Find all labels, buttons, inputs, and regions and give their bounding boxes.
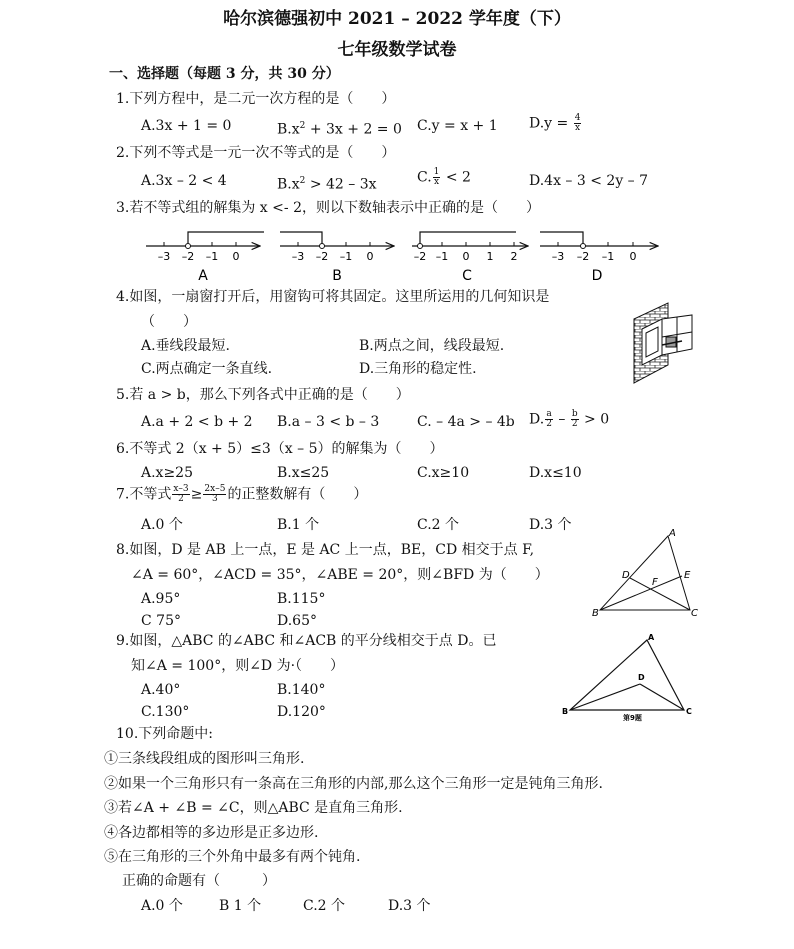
exam-subtitle: 七年级数学试卷 — [337, 40, 457, 60]
q8-stem-line1: 8.如图，D 是 AB 上一点，E 是 AC 上一点，BE，CD 相交于点 F, — [116, 542, 535, 558]
number-line-b — [280, 232, 394, 284]
number-line-b-label: B — [332, 268, 342, 284]
q8-option-b: B.115° — [277, 591, 326, 607]
q9-option-b: B.140° — [277, 682, 326, 698]
q10-option-a: A.0 个 — [141, 898, 183, 914]
tick-label: –2 — [576, 250, 590, 263]
q6-option-d: D.x≤10 — [529, 465, 582, 481]
tick-label: –1 — [601, 250, 615, 263]
q10-statement-1: ①三条线段组成的图形叫三角形. — [104, 751, 305, 767]
q6-stem: 6.不等式 2（x + 5）≤3（x – 5）的解集为（ ） — [116, 441, 444, 457]
q10-statement-3: ③若∠A + ∠B = ∠C，则△ABC 是直角三角形. — [104, 800, 403, 816]
tick-label: –3 — [157, 250, 171, 263]
q2-option-d: D.4x – 3 < 2y – 7 — [529, 173, 649, 189]
q1-stem: 1.下列方程中，是二元一次方程的是（ ） — [116, 91, 396, 107]
q10-statement-4: ④各边都相等的多边形是正多边形. — [104, 825, 319, 841]
q9-vertex-b: B — [562, 707, 569, 716]
number-line-c-label: C — [462, 268, 472, 284]
q5-stem: 5.若 a > b，那么下列各式中正确的是（ ） — [116, 387, 410, 403]
q4-stem: 4.如图，一扇窗打开后，用窗钩可将其固定。这里所运用的几何知识是 — [116, 289, 550, 305]
q4-option-a: A.垂线段最短. — [141, 338, 231, 354]
number-line-a-label: A — [198, 268, 208, 284]
q9-point-d: D — [638, 673, 645, 682]
tick-label: 0 — [462, 250, 470, 263]
q6-option-b: B.x≤25 — [277, 465, 330, 481]
q2-option-c: C. $\frac{1}{x}$ < 2 — [417, 167, 471, 187]
q5-option-a: A.a + 2 < b + 2 — [141, 414, 253, 430]
q9-option-a: A.40° — [141, 682, 181, 698]
q9-vertex-c: C — [686, 707, 692, 716]
q1-option-d: D.y = $\frac{4}{x}$ — [529, 113, 581, 133]
q9-stem-line2: 知∠A = 100°，则∠D 为·（ ） — [131, 658, 345, 674]
q10-statement-2: ②如果一个三角形只有一条高在三角形的内部,那么这个三角形一定是钝角三角形. — [104, 776, 603, 792]
section-heading: 一、选择题（每题 3 分，共 30 分） — [109, 66, 340, 82]
q10-option-c: C.2 个 — [303, 898, 346, 914]
q10-ask: 正确的命题有（ ） — [122, 873, 276, 889]
q8-point-d: D — [622, 570, 630, 581]
q7-option-c: C.2 个 — [417, 517, 460, 533]
tick-label: –2 — [413, 250, 427, 263]
q2-option-a: A.3x – 2 < 4 — [141, 173, 227, 189]
q9-stem-line1: 9.如图，△ABC 的∠ABC 和∠ACB 的平分线相交于点 D。已 — [116, 633, 497, 649]
number-line-d — [540, 232, 658, 284]
q4-option-d: D.三角形的稳定性. — [359, 361, 477, 377]
tick-label: 0 — [629, 250, 637, 263]
q2-option-b: $B.x^2 > 42 - 3x$ — [277, 176, 377, 193]
q4-option-c: C.两点确定一条直线. — [141, 361, 273, 377]
q8-vertex-b: B — [592, 608, 599, 619]
tick-label: –1 — [339, 250, 353, 263]
q7-option-a: A.0 个 — [141, 517, 183, 533]
q8-option-a: A.95° — [141, 591, 181, 607]
q9-option-c: C.130° — [141, 704, 190, 720]
tick-label: 1 — [486, 250, 494, 263]
number-line-a — [146, 232, 264, 284]
exam-title: 哈尔滨德强初中 2021 – 2022 学年度（下） — [223, 9, 571, 29]
q9-figure-caption: 第9题 — [623, 714, 642, 722]
tick-label: 0 — [232, 250, 240, 263]
q7-option-d: D.3 个 — [529, 517, 572, 533]
q1-option-a: A.3x + 1 = 0 — [141, 118, 232, 134]
tick-label: 0 — [366, 250, 374, 263]
tick-label: –2 — [181, 250, 195, 263]
q8-triangle-figure — [590, 528, 702, 620]
tick-label: –3 — [291, 250, 305, 263]
q10-stem: 10.下列命题中: — [116, 726, 213, 742]
q6-option-a: A.x≥25 — [141, 465, 194, 481]
number-line-d-label: D — [591, 268, 603, 284]
q7-stem: 7.不等式 $\frac{x-3}{2}$ ≥ $\frac{2x-5}{3}$ 的正整数解有（ ） — [116, 484, 368, 504]
q2-stem: 2.下列不等式是一元一次不等式的是（ ） — [116, 145, 396, 161]
q9-option-d: D.120° — [277, 704, 326, 720]
tick-label: –2 — [315, 250, 329, 263]
window-figure — [632, 299, 704, 385]
q6-option-c: C.x≥10 — [417, 465, 470, 481]
q8-option-c: C 75° — [141, 613, 181, 629]
q10-option-d: D.3 个 — [388, 898, 431, 914]
tick-label: –3 — [551, 250, 565, 263]
number-lines-figure — [140, 222, 670, 284]
tick-label: –1 — [435, 250, 449, 263]
tick-label: 2 — [510, 250, 518, 263]
q8-option-d: D.65° — [277, 613, 317, 629]
q10-statement-5: ⑤在三角形的三个外角中最多有两个钝角. — [104, 849, 361, 865]
q1-option-b: $B.x^2 + 3x + 2 = 0$ — [277, 121, 402, 138]
tick-label: –1 — [205, 250, 219, 263]
q9-vertex-a: A — [648, 633, 655, 642]
q8-point-f: F — [652, 577, 658, 588]
q5-option-b: B.a – 3 < b – 3 — [277, 414, 380, 430]
q5-option-d: D. $\frac{a}{2}$ – $\frac{b}{2}$ > 0 — [529, 409, 610, 429]
q8-point-e: E — [684, 570, 691, 581]
q7-option-b: B.1 个 — [277, 517, 320, 533]
q3-stem: 3.若不等式组的解集为 x <- 2，则以下数轴表示中正确的是（ ） — [116, 200, 540, 216]
q10-option-b: B 1 个 — [219, 898, 262, 914]
q1-option-c: C.y = x + 1 — [417, 118, 498, 134]
q4-option-b: B.两点之间，线段最短. — [359, 338, 505, 354]
number-line-c — [412, 232, 528, 284]
q8-vertex-a: A — [669, 528, 676, 539]
q8-vertex-c: C — [691, 608, 698, 619]
q9-triangle-figure — [560, 632, 700, 724]
q8-stem-line2: ∠A = 60°，∠ACD = 35°，∠ABE = 20°，则∠BFD 为（ ） — [131, 567, 549, 583]
q4-answer-paren: （ ） — [141, 314, 197, 330]
q5-option-c: C. – 4a > – 4b — [417, 414, 515, 430]
